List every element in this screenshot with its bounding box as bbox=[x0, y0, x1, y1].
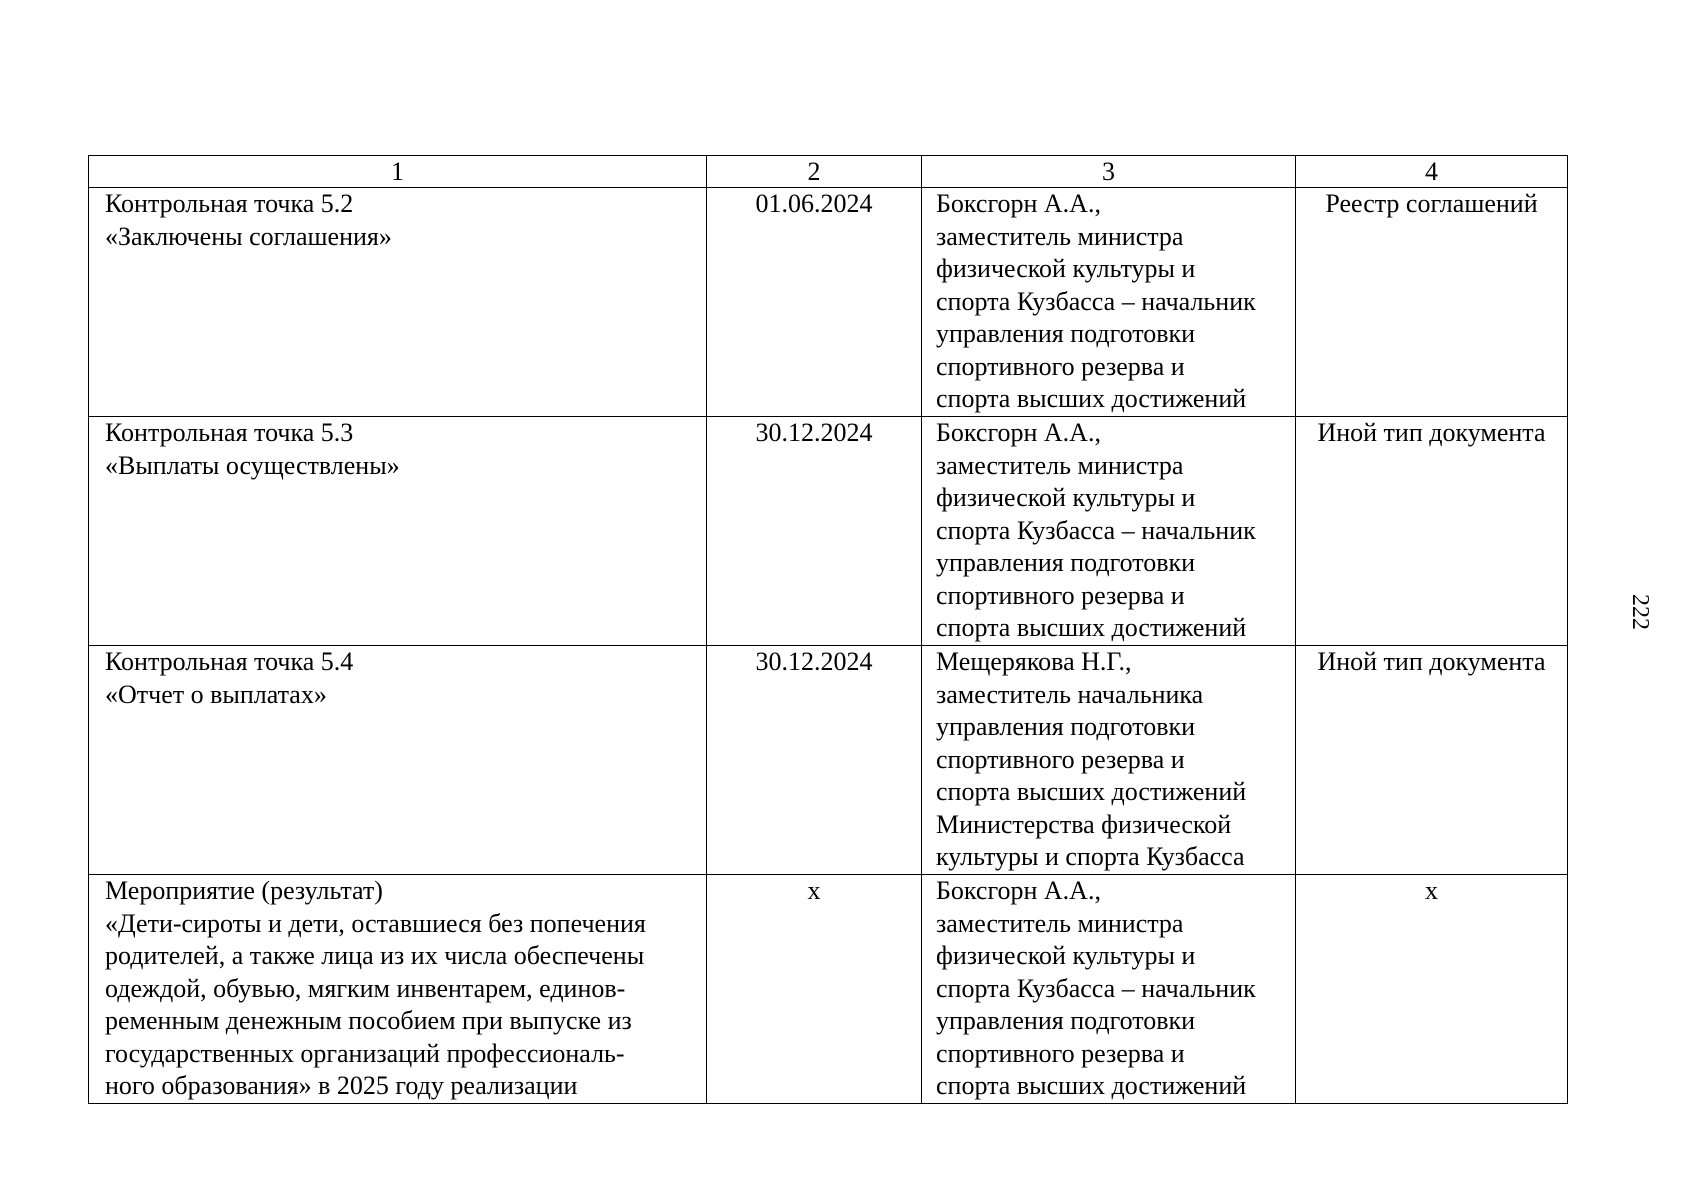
page-number: 222 bbox=[1627, 594, 1653, 630]
task-name: Контрольная точка 5.2 «Заключены соглашения» bbox=[105, 189, 392, 251]
due-date: 30.12.2024 bbox=[755, 418, 873, 447]
responsible-person: Боксгорн А.А., заместитель министра физической культуры и спорта Кузбасса – начальник управления подготовки спортивного резерва и спорта высших достижений bbox=[936, 189, 1256, 413]
date-cell bbox=[707, 188, 922, 417]
header-label: 1 bbox=[391, 157, 404, 186]
task-name-cell bbox=[89, 646, 707, 875]
header-cell-1 bbox=[89, 156, 707, 188]
header-cell-3 bbox=[922, 156, 1296, 188]
header-label: 4 bbox=[1425, 157, 1438, 186]
task-name: Контрольная точка 5.3 «Выплаты осуществлены» bbox=[105, 418, 400, 480]
document-cell bbox=[1296, 875, 1568, 1104]
date-cell bbox=[707, 875, 922, 1104]
date-cell bbox=[707, 646, 922, 875]
document-type: Иной тип документа bbox=[1317, 647, 1546, 676]
responsible-person: Боксгорн А.А., заместитель министра физической культуры и спорта Кузбасса – начальник управления подготовки спортивного резерва и спорта высших достижений bbox=[936, 876, 1256, 1100]
responsible-cell bbox=[922, 188, 1296, 417]
due-date: 01.06.2024 bbox=[755, 189, 873, 218]
document-type: Иной тип документа bbox=[1317, 418, 1546, 447]
responsible-person: Мещерякова Н.Г., заместитель начальника управления подготовки спортивного резерва и спорта высших достижений Министерства физической культуры и спорта Кузбасса bbox=[936, 647, 1247, 871]
task-name: Мероприятие (результат) «Дети-сироты и дети, оставшиеся без попечения родителей, а также лица из их числа обеспечены одеждой, обувью, мягким инвентарем, единов- ременным денежным пособием при выпуске из государственных организаций профессиональ- ного образования» в 2025 году реализации bbox=[105, 876, 646, 1100]
header-label: 2 bbox=[807, 157, 821, 186]
responsible-person: Боксгорн А.А., заместитель министра физической культуры и спорта Кузбасса – начальник управления подготовки спортивного резерва и спорта высших достижений bbox=[936, 418, 1256, 642]
table-row bbox=[89, 875, 1568, 1104]
header-label: 3 bbox=[1102, 157, 1115, 186]
table-row bbox=[89, 188, 1568, 417]
due-date: х bbox=[807, 876, 821, 905]
task-name-cell bbox=[89, 875, 707, 1104]
table-header-row bbox=[89, 156, 1568, 188]
table-row bbox=[89, 646, 1568, 875]
date-cell bbox=[707, 417, 922, 646]
task-name-cell bbox=[89, 417, 707, 646]
header-cell-4 bbox=[1296, 156, 1568, 188]
document-type: х bbox=[1425, 876, 1438, 905]
document-cell bbox=[1296, 646, 1568, 875]
responsible-cell bbox=[922, 417, 1296, 646]
document-table bbox=[88, 155, 1568, 1104]
task-name: Контрольная точка 5.4 «Отчет о выплатах» bbox=[105, 647, 354, 709]
document-cell bbox=[1296, 188, 1568, 417]
responsible-cell bbox=[922, 875, 1296, 1104]
header-cell-2 bbox=[707, 156, 922, 188]
table-row bbox=[89, 417, 1568, 646]
document-type: Реестр соглашений bbox=[1325, 189, 1538, 218]
document-cell bbox=[1296, 417, 1568, 646]
due-date: 30.12.2024 bbox=[755, 647, 873, 676]
task-name-cell bbox=[89, 188, 707, 417]
responsible-cell bbox=[922, 646, 1296, 875]
